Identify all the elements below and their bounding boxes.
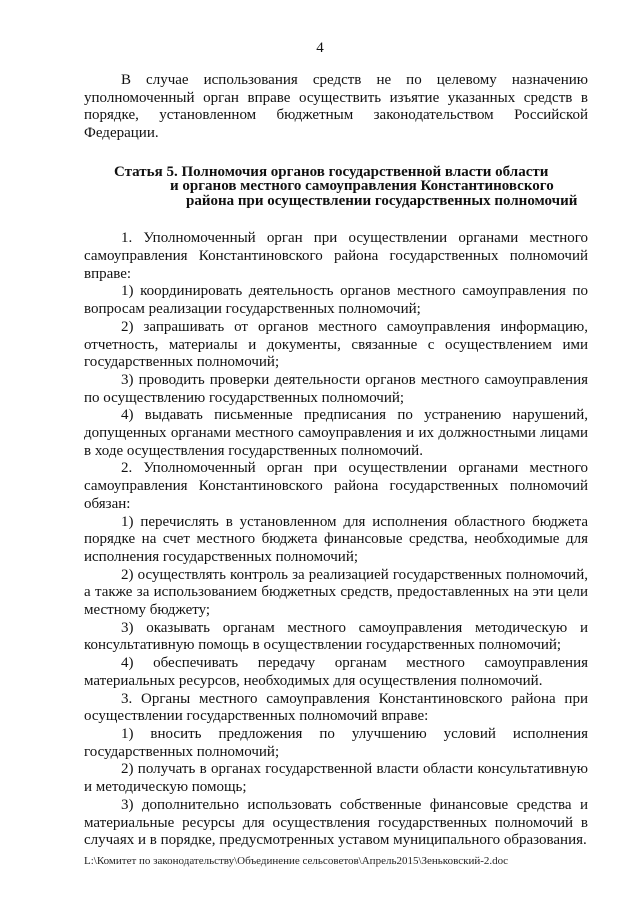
paragraph-1: 1. Уполномоченный орган при осуществлении органами местного самоуправления Константиновского района государственных полномочий вправе: (84, 230, 588, 282)
article-heading-line-2: и органов местного самоуправления Константиновского (170, 178, 554, 195)
paragraph-2-item-2: 2) осуществлять контроль за реализацией государственных полномочий, а также за использованием бюджетных средств, предоставленных на эти цели местному бюджету; (84, 566, 588, 619)
paragraph-3: 3. Органы местного самоуправления Константиновского района при осуществлении государственных полномочий вправе: (84, 690, 588, 725)
paragraph-3-item-2: 2) получать в органах государственной власти области консультативную и методическую помощь; (84, 761, 588, 796)
paragraph-1-item-4: 4) выдавать письменные предписания по устранению нарушений, допущенных органами местного самоуправления и их должностными лицами в ходе осуществления государственных полномочий. (84, 407, 588, 459)
page-number: 4 (316, 40, 324, 56)
article-heading-line-1: Статья 5. Полномочия органов государственной власти области (114, 163, 549, 180)
paragraph-1-item-3: 3) проводить проверки деятельности органов местного самоуправления по осуществлению государственных полномочий; (84, 371, 588, 406)
paragraph-1-item-2: 2) запрашивать от органов местного самоуправления информацию, отчетность, материалы и документы, связанные с осуществлением ими государственных полномочий; (84, 318, 588, 371)
paragraph-2-item-4: 4) обеспечивать передачу органам местного самоуправления материальных ресурсов, необходимых для осуществления полномочий. (84, 655, 588, 689)
intro-paragraph: В случае использования средств не по целевому назначению уполномоченный орган вправе осуществить изъятие указанных средств в порядке, установленном бюджетным законодательством Российской Федерации. (84, 72, 588, 142)
article-heading-line-3: района при осуществлении государственных полномочий (186, 192, 578, 209)
footer-file-path: L:\Комитет по законодательству\Объединение сельсоветов\Апрель2015\Зеньковский-2.doc (84, 855, 509, 867)
paragraph-3-item-3: 3) дополнительно использовать собственные финансовые средства и материальные ресурсы для осуществления государственных полномочий в случаях и в порядке, предусмотренных уставом муниципального образования. (84, 796, 588, 849)
paragraph-2: 2. Уполномоченный орган при осуществлении органами местного самоуправления Константиновского района государственных полномочий обязан: (84, 460, 588, 512)
paragraph-3-item-1: 1) вносить предложения по улучшению условий исполнения государственных полномочий; (84, 726, 588, 760)
paragraph-2-item-1: 1) перечислять в установленном для исполнения областного бюджета порядке на счет местного бюджета финансовые средства, необходимые для исполнения государственных полномочий; (84, 513, 588, 565)
document-body (84, 72, 588, 850)
paragraph-1-item-1: 1) координировать деятельность органов местного самоуправления по вопросам реализации государственных полномочий; (84, 283, 588, 318)
article-heading (114, 165, 588, 209)
paragraph-2-item-3: 3) оказывать органам местного самоуправления методическую и консультативную помощь в осуществлении государственных полномочий; (84, 619, 588, 654)
